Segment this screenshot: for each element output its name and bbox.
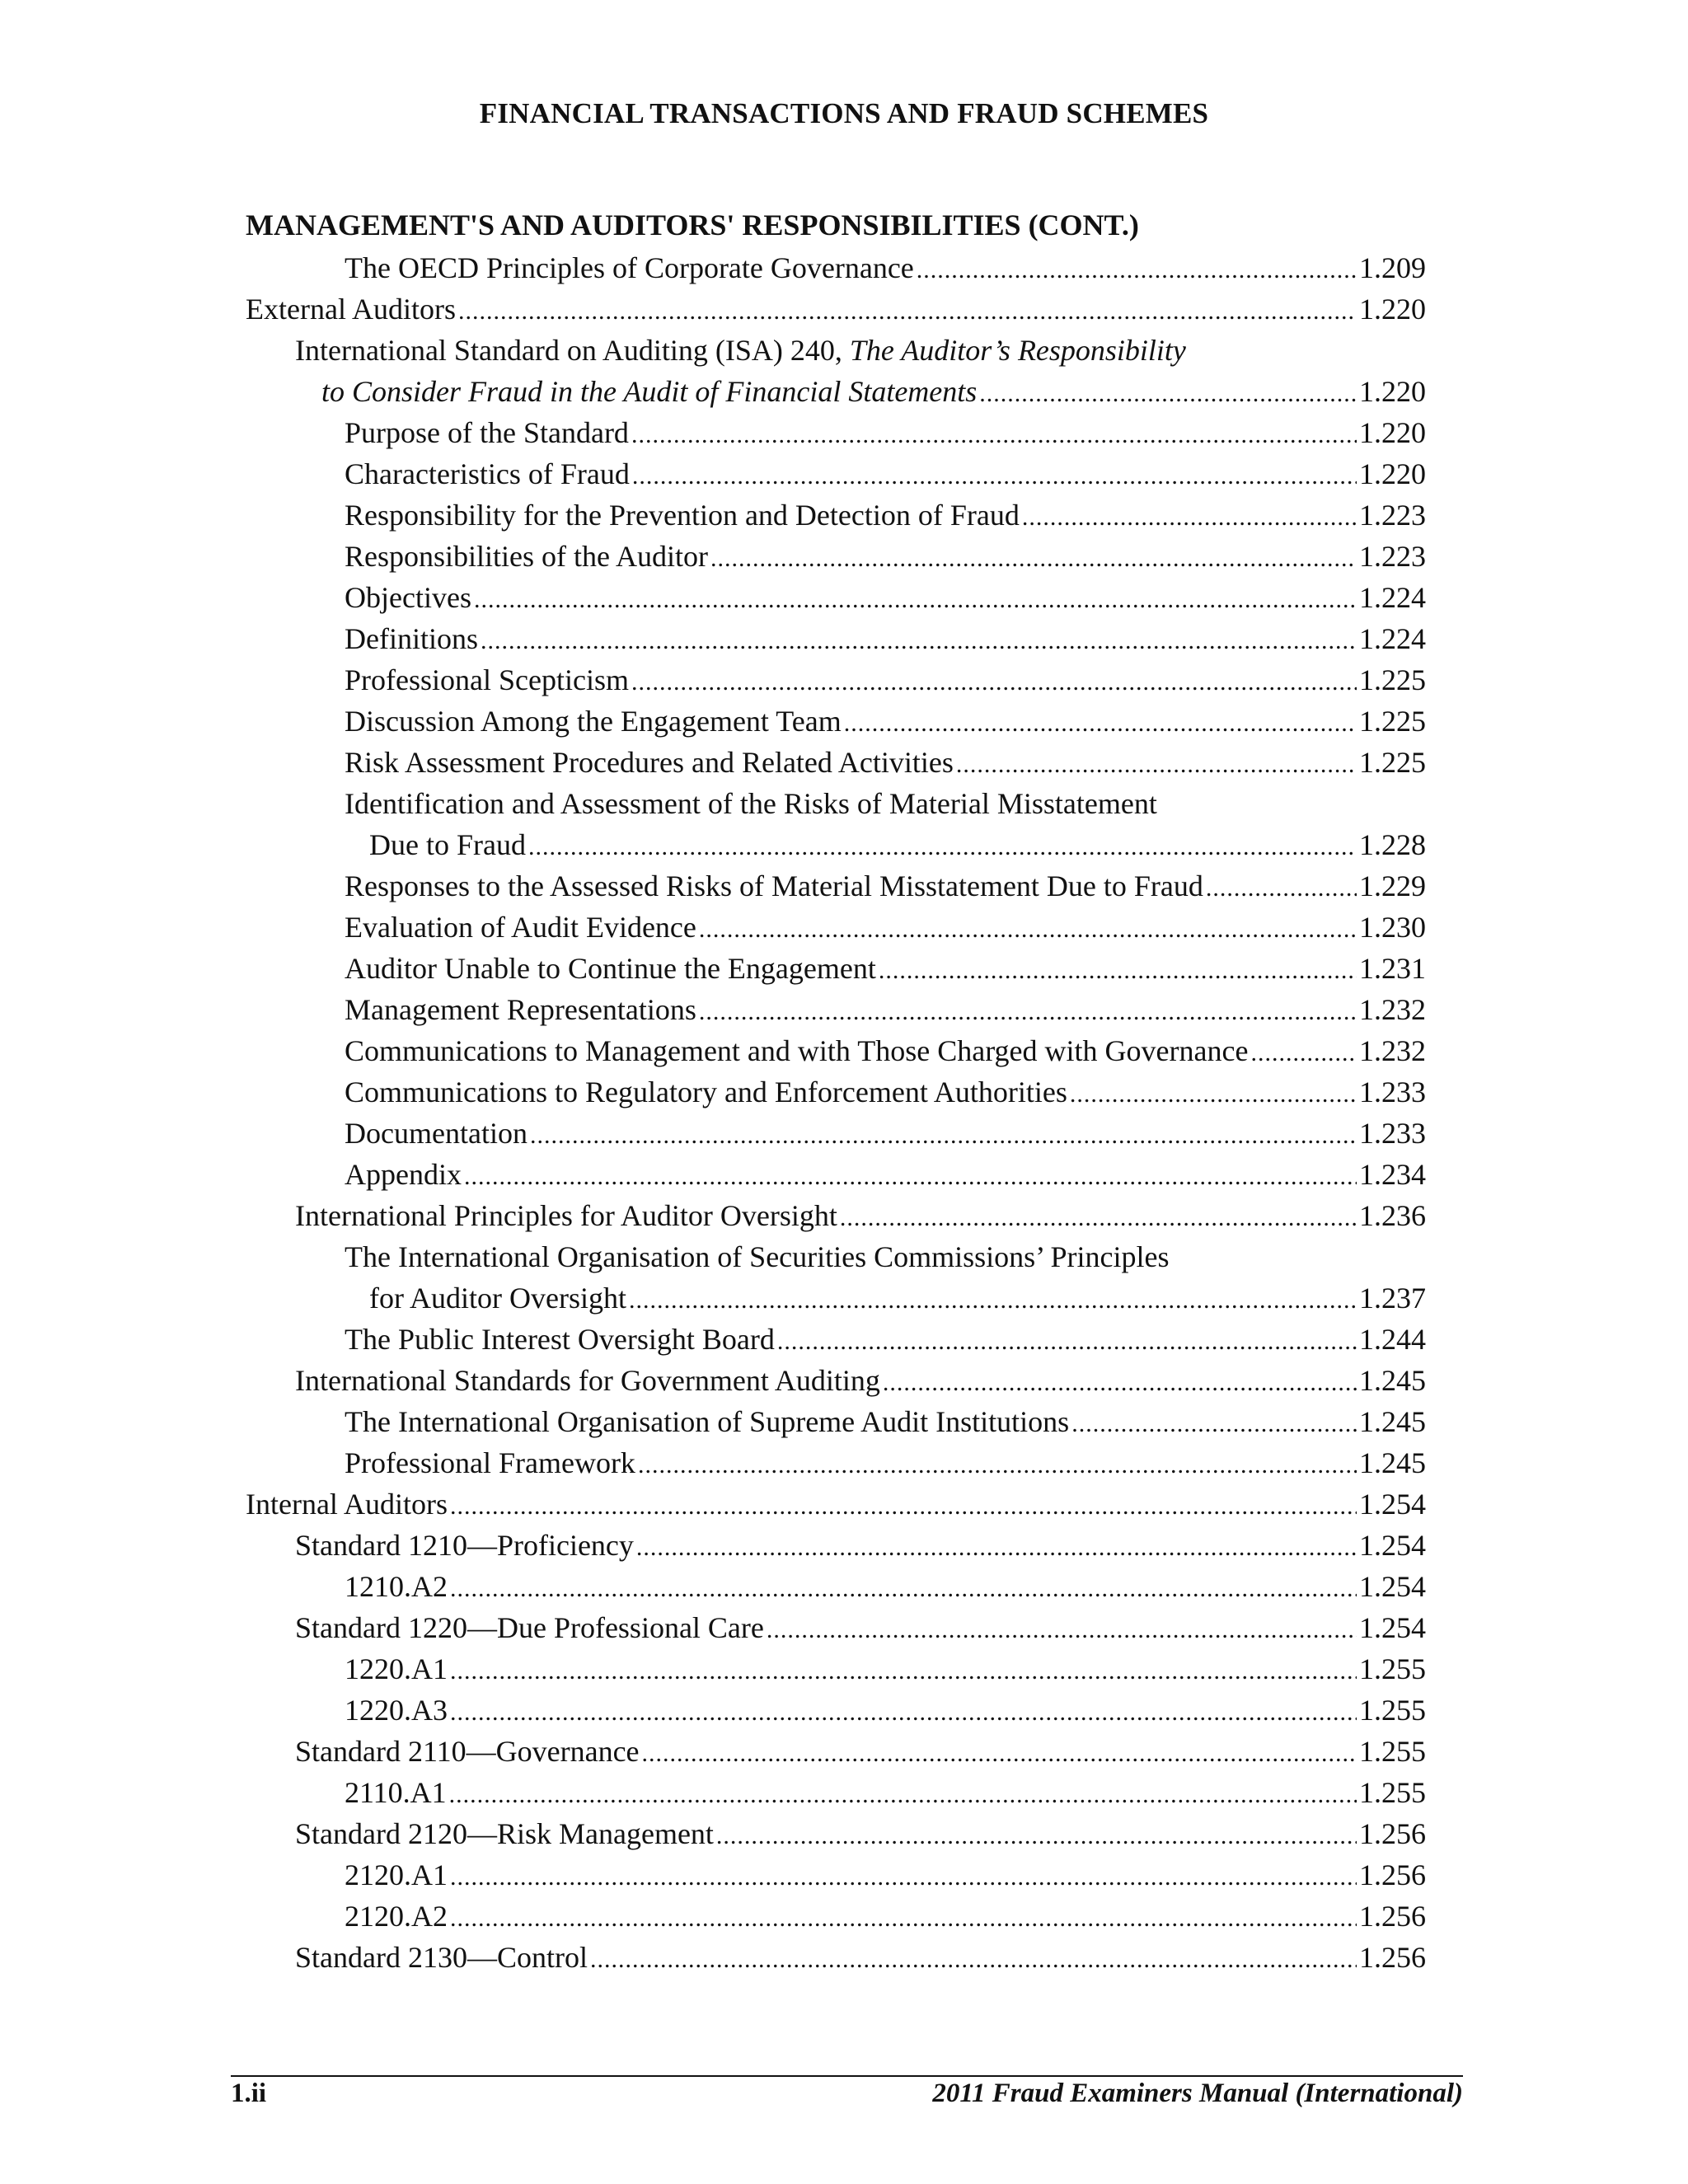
toc-entry-label: The International Organisation of Supreme Audit Institutions bbox=[345, 1405, 1070, 1438]
toc-entry bbox=[246, 1813, 1426, 1854]
toc-entry-title bbox=[345, 1442, 635, 1483]
toc-entry-title bbox=[345, 989, 696, 1030]
toc-leader-dots bbox=[474, 577, 1357, 621]
toc-entry-title bbox=[345, 1113, 528, 1154]
toc-entry-label: Appendix bbox=[345, 1158, 462, 1191]
toc-entry-label: The International Organisation of Securities Commissions’ Principles bbox=[345, 1240, 1170, 1273]
toc-entry bbox=[246, 1195, 1426, 1236]
toc-entry-title bbox=[295, 330, 1186, 371]
toc-entry bbox=[246, 824, 1426, 865]
toc-leader-dots bbox=[979, 371, 1357, 415]
toc-entry-title bbox=[345, 1154, 462, 1195]
toc-entry bbox=[246, 1607, 1426, 1648]
toc-entry bbox=[246, 247, 1426, 288]
toc-entry-title bbox=[345, 536, 708, 577]
toc-leader-dots bbox=[450, 1854, 1357, 1898]
toc-entry bbox=[246, 1566, 1426, 1607]
toc-page-number: 1.256 bbox=[1359, 1900, 1426, 1933]
toc-leader-dots bbox=[450, 1896, 1357, 1939]
footer-page-number: 1.ii bbox=[231, 2079, 267, 2108]
toc-leader-dots bbox=[629, 1277, 1357, 1321]
toc-entry-label: Management Representations bbox=[345, 993, 696, 1026]
toc-entry bbox=[246, 1154, 1426, 1195]
toc-entry bbox=[246, 1401, 1426, 1442]
toc-leader-dots bbox=[879, 948, 1357, 991]
toc-page-number: 1.229 bbox=[1359, 869, 1426, 902]
toc-leader-dots bbox=[917, 247, 1357, 291]
toc-leader-dots bbox=[840, 1195, 1357, 1239]
toc-entry bbox=[246, 948, 1426, 989]
toc-entry bbox=[246, 989, 1426, 1030]
toc-leader-dots bbox=[450, 1483, 1357, 1527]
toc-entry-label: Standard 1220—Due Professional Care bbox=[295, 1611, 764, 1644]
toc-entry bbox=[246, 577, 1426, 618]
toc-page-number: 1.255 bbox=[1359, 1735, 1426, 1768]
toc-entry bbox=[246, 1731, 1426, 1772]
toc-entry-title bbox=[345, 1896, 448, 1937]
toc-entry-title bbox=[345, 453, 630, 494]
toc-entry-label: International Standards for Government Auditing bbox=[295, 1364, 880, 1397]
toc-entry-label: The OECD Principles of Corporate Governance bbox=[345, 251, 914, 284]
section-title: MANAGEMENT'S AND AUDITORS' RESPONSIBILITIES (CONT.) bbox=[246, 209, 1139, 241]
toc-entry bbox=[246, 412, 1426, 453]
toc-entry-title bbox=[345, 247, 914, 288]
toc-entry-title bbox=[321, 371, 977, 412]
toc-entry bbox=[246, 1896, 1426, 1937]
toc-entry bbox=[246, 1113, 1426, 1154]
toc-entry bbox=[246, 494, 1426, 536]
toc-page-number: 1.220 bbox=[1359, 416, 1426, 449]
toc-entry bbox=[246, 288, 1426, 330]
toc-entry-label: Discussion Among the Engagement Team bbox=[345, 705, 842, 738]
toc-entry bbox=[246, 1648, 1426, 1690]
toc-entry-title bbox=[345, 1401, 1069, 1442]
toc-entry-title bbox=[369, 824, 526, 865]
toc-leader-dots bbox=[636, 1525, 1357, 1568]
toc-entry bbox=[246, 1442, 1426, 1483]
toc-entry-label: Risk Assessment Procedures and Related Activities bbox=[345, 746, 954, 779]
toc-page-number: 1.233 bbox=[1359, 1076, 1426, 1108]
toc-page-number: 1.232 bbox=[1359, 993, 1426, 1026]
toc-entry bbox=[246, 742, 1426, 783]
toc-entry bbox=[246, 1772, 1426, 1813]
toc-entry-label: 2120.A2 bbox=[345, 1900, 448, 1933]
toc-entry-label: Due to Fraud bbox=[369, 828, 526, 861]
toc-page-number: 1.255 bbox=[1359, 1776, 1426, 1809]
toc-leader-dots bbox=[883, 1360, 1357, 1404]
toc-leader-dots bbox=[528, 824, 1357, 868]
toc-entry-label: Standard 2130—Control bbox=[295, 1941, 588, 1974]
toc-page-number: 1.209 bbox=[1359, 251, 1426, 284]
toc-page-number: 1.256 bbox=[1359, 1941, 1426, 1974]
toc-page-number: 1.232 bbox=[1359, 1034, 1426, 1067]
footer-divider bbox=[231, 2075, 1463, 2077]
toc-leader-dots bbox=[1250, 1030, 1357, 1074]
toc-entry-label: 1220.A3 bbox=[345, 1694, 448, 1727]
toc-page-number: 1.225 bbox=[1359, 705, 1426, 738]
toc-entry-label-italic: to Consider Fraud in the Audit of Financial Statements bbox=[321, 375, 978, 408]
toc-entry bbox=[246, 659, 1426, 701]
toc-entry-label: Communications to Regulatory and Enforcement Authorities bbox=[345, 1076, 1067, 1108]
toc-leader-dots bbox=[450, 1690, 1357, 1733]
toc-entry bbox=[246, 1854, 1426, 1896]
toc-entry-title bbox=[295, 1731, 640, 1772]
toc-entry-label: Standard 2120—Risk Management bbox=[295, 1817, 714, 1850]
toc-entry-title bbox=[295, 1195, 837, 1236]
toc-entry-label: Responsibility for the Prevention and Detection of Fraud bbox=[345, 499, 1020, 532]
toc-entry bbox=[246, 701, 1426, 742]
toc-entry-label: Definitions bbox=[345, 622, 478, 655]
toc-page-number: 1.255 bbox=[1359, 1694, 1426, 1727]
toc-entry bbox=[246, 1360, 1426, 1401]
toc-leader-dots bbox=[844, 701, 1357, 744]
toc-entry-label: Identification and Assessment of the Risks of Material Misstatement bbox=[345, 787, 1157, 820]
toc-page-number: 1.225 bbox=[1359, 746, 1426, 779]
toc-entry-title bbox=[345, 1566, 448, 1607]
toc-entry bbox=[246, 453, 1426, 494]
toc-entry-label: 2120.A1 bbox=[345, 1858, 448, 1891]
toc-leader-dots bbox=[642, 1731, 1357, 1774]
toc-entry-title bbox=[345, 1071, 1067, 1113]
toc-entry-title bbox=[246, 288, 456, 330]
footer-manual-title: 2011 Fraud Examiners Manual (International) bbox=[932, 2079, 1463, 2108]
toc-entry-title bbox=[295, 1525, 634, 1566]
toc-leader-dots bbox=[1071, 1401, 1357, 1445]
toc-leader-dots bbox=[450, 1648, 1357, 1692]
toc-page-number: 1.223 bbox=[1359, 499, 1426, 532]
toc-entry-title bbox=[345, 1854, 448, 1896]
toc-entry-label: Internal Auditors bbox=[246, 1488, 448, 1521]
toc-page-number: 1.254 bbox=[1359, 1529, 1426, 1562]
toc-page-number: 1.245 bbox=[1359, 1364, 1426, 1397]
toc-page-number: 1.256 bbox=[1359, 1858, 1426, 1891]
toc-page-number: 1.254 bbox=[1359, 1570, 1426, 1603]
toc-entry-title bbox=[345, 618, 478, 659]
toc-leader-dots bbox=[699, 907, 1357, 950]
toc-page-number: 1.225 bbox=[1359, 663, 1426, 696]
toc-entry-label: International Principles for Auditor Oversight bbox=[295, 1199, 837, 1232]
toc-entry-title bbox=[345, 412, 629, 453]
toc-entry bbox=[246, 1937, 1426, 1978]
toc-page-number: 1.255 bbox=[1359, 1652, 1426, 1685]
toc-entry-label: Documentation bbox=[345, 1117, 528, 1150]
toc-page-number: 1.220 bbox=[1359, 457, 1426, 490]
toc-page-number: 1.224 bbox=[1359, 622, 1426, 655]
toc-entry-label: Characteristics of Fraud bbox=[345, 457, 630, 490]
toc-entry bbox=[246, 1071, 1426, 1113]
toc-entry-label: Professional Scepticism bbox=[345, 663, 629, 696]
toc-leader-dots bbox=[590, 1937, 1357, 1980]
toc-entry-label: Standard 1210—Proficiency bbox=[295, 1529, 634, 1562]
toc-page-number: 1.228 bbox=[1359, 828, 1426, 861]
toc-entry-title bbox=[295, 1360, 880, 1401]
toc-leader-dots bbox=[1022, 494, 1357, 538]
toc-entry-title bbox=[295, 1937, 588, 1978]
toc-leader-dots bbox=[632, 453, 1357, 497]
toc-entry bbox=[246, 1525, 1426, 1566]
page-header: FINANCIAL TRANSACTIONS AND FRAUD SCHEMES bbox=[479, 97, 1209, 129]
toc-entry-title bbox=[246, 1483, 448, 1525]
toc-entry-title bbox=[345, 1690, 448, 1731]
toc-leader-dots bbox=[530, 1113, 1357, 1156]
toc-page-number: 1.230 bbox=[1359, 911, 1426, 944]
toc-leader-dots bbox=[1206, 865, 1357, 909]
toc-entry-label: External Auditors bbox=[246, 293, 456, 326]
toc-entry-title bbox=[345, 1236, 1170, 1277]
toc-entry-label: for Auditor Oversight bbox=[369, 1282, 626, 1315]
toc-leader-dots bbox=[699, 989, 1357, 1033]
toc-page-number: 1.237 bbox=[1359, 1282, 1426, 1315]
toc-entry bbox=[246, 618, 1426, 659]
toc-entry-title bbox=[345, 659, 629, 701]
toc-leader-dots bbox=[638, 1442, 1357, 1486]
toc-entry-label: 2110.A1 bbox=[345, 1776, 447, 1809]
toc-entry-label-italic: The Auditor’s Responsibility bbox=[849, 334, 1186, 367]
toc-entry bbox=[246, 330, 1426, 371]
toc-entry-title bbox=[345, 1030, 1248, 1071]
toc-entry-title bbox=[345, 577, 471, 618]
toc-entry bbox=[246, 536, 1426, 577]
toc-entry bbox=[246, 1483, 1426, 1525]
toc-entry-title bbox=[295, 1813, 714, 1854]
toc-entry-label: 1220.A1 bbox=[345, 1652, 448, 1685]
toc-leader-dots bbox=[956, 742, 1357, 785]
toc-entry-label: Evaluation of Audit Evidence bbox=[345, 911, 696, 944]
toc-leader-dots bbox=[450, 1566, 1357, 1610]
toc-leader-dots bbox=[1070, 1071, 1357, 1115]
table-of-contents bbox=[246, 247, 1426, 1978]
toc-entry-label: Communications to Management and with Those Charged with Governance bbox=[345, 1034, 1249, 1067]
toc-entry-title bbox=[295, 1607, 764, 1648]
toc-entry-label: 1210.A2 bbox=[345, 1570, 448, 1603]
toc-entry-label: Responses to the Assessed Risks of Material Misstatement Due to Fraud bbox=[345, 869, 1203, 902]
toc-entry-title bbox=[345, 494, 1020, 536]
toc-page-number: 1.223 bbox=[1359, 540, 1426, 573]
toc-entry bbox=[246, 371, 1426, 412]
toc-entry-title bbox=[345, 865, 1203, 907]
toc-page-number: 1.224 bbox=[1359, 581, 1426, 614]
toc-page-number: 1.233 bbox=[1359, 1117, 1426, 1150]
toc-entry bbox=[246, 1319, 1426, 1360]
toc-page-number: 1.244 bbox=[1359, 1323, 1426, 1356]
toc-entry-label: Auditor Unable to Continue the Engagement bbox=[345, 952, 876, 985]
toc-page-number: 1.236 bbox=[1359, 1199, 1426, 1232]
toc-entry-label: Standard 2110—Governance bbox=[295, 1735, 640, 1768]
toc-entry-title bbox=[345, 907, 696, 948]
toc-page-number: 1.234 bbox=[1359, 1158, 1426, 1191]
toc-leader-dots bbox=[777, 1319, 1357, 1362]
toc-entry bbox=[246, 1030, 1426, 1071]
toc-page-number: 1.256 bbox=[1359, 1817, 1426, 1850]
toc-page-number: 1.254 bbox=[1359, 1611, 1426, 1644]
toc-leader-dots bbox=[767, 1607, 1357, 1651]
toc-page-number: 1.245 bbox=[1359, 1405, 1426, 1438]
toc-page-number: 1.220 bbox=[1359, 293, 1426, 326]
toc-entry bbox=[246, 865, 1426, 907]
toc-entry-label: Purpose of the Standard bbox=[345, 416, 629, 449]
toc-entry bbox=[246, 1690, 1426, 1731]
toc-entry-title bbox=[345, 742, 954, 783]
toc-page-number: 1.220 bbox=[1359, 375, 1426, 408]
toc-entry-label: Objectives bbox=[345, 581, 471, 614]
toc-entry-title bbox=[345, 783, 1157, 824]
toc-leader-dots bbox=[464, 1154, 1357, 1197]
toc-entry-title bbox=[345, 1648, 448, 1690]
toc-leader-dots bbox=[631, 659, 1357, 703]
toc-entry-title bbox=[345, 701, 842, 742]
toc-leader-dots bbox=[449, 1772, 1357, 1816]
toc-entry-label: International Standard on Auditing (ISA) 240, bbox=[295, 334, 850, 367]
toc-entry-label: Responsibilities of the Auditor bbox=[345, 540, 708, 573]
toc-entry bbox=[246, 1277, 1426, 1319]
toc-leader-dots bbox=[716, 1813, 1357, 1857]
toc-entry-label: The Public Interest Oversight Board bbox=[345, 1323, 775, 1356]
toc-entry bbox=[246, 907, 1426, 948]
toc-entry-title bbox=[345, 1319, 775, 1360]
toc-entry bbox=[246, 1236, 1426, 1277]
toc-leader-dots bbox=[481, 618, 1357, 662]
toc-page-number: 1.231 bbox=[1359, 952, 1426, 985]
toc-entry-title bbox=[345, 948, 876, 989]
toc-leader-dots bbox=[458, 288, 1357, 332]
toc-page-number: 1.254 bbox=[1359, 1488, 1426, 1521]
toc-entry-title bbox=[369, 1277, 626, 1319]
toc-entry-label: Professional Framework bbox=[345, 1446, 635, 1479]
toc-entry-title bbox=[345, 1772, 447, 1813]
toc-page-number: 1.245 bbox=[1359, 1446, 1426, 1479]
toc-leader-dots bbox=[710, 536, 1357, 579]
toc-leader-dots bbox=[631, 412, 1357, 456]
toc-entry bbox=[246, 783, 1426, 824]
